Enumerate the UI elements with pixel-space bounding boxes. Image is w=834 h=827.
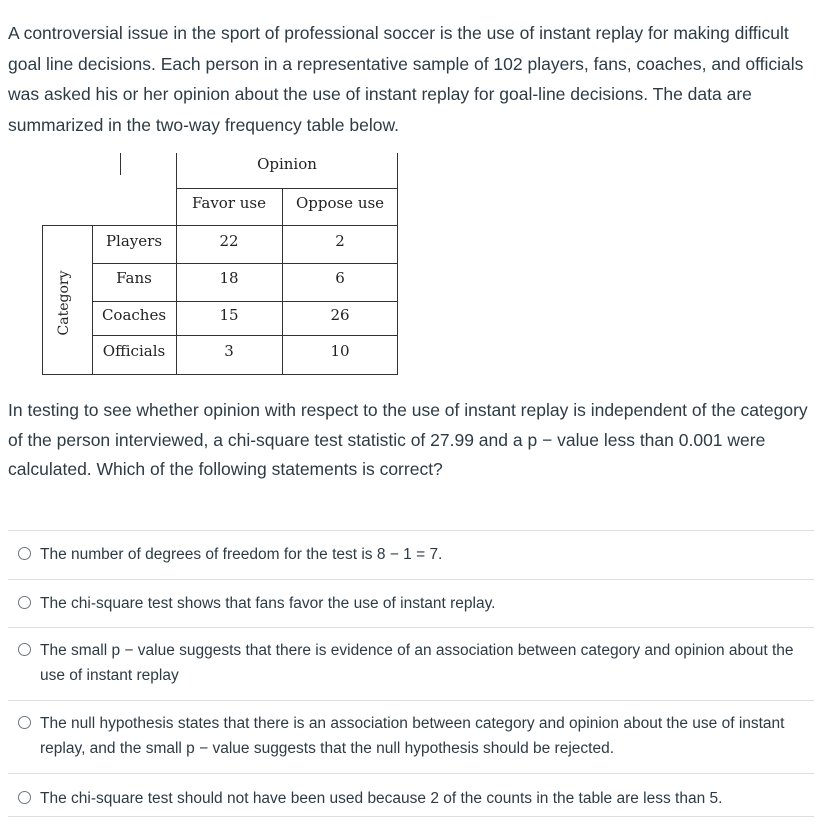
table-cell: 22 <box>219 232 239 250</box>
row-label-players: Players <box>105 232 163 250</box>
radio-button[interactable] <box>18 791 31 804</box>
answer-option[interactable] <box>8 773 814 818</box>
row-label-coaches: Coaches <box>101 306 167 324</box>
column-header-favor: Favor use <box>191 194 266 212</box>
option-text: The small p − value suggests that there is evidence of an association between category and opinion about the use of instant replay <box>40 642 794 684</box>
answer-option[interactable] <box>8 700 814 773</box>
option-text: The chi-square test should not have been used because 2 of the counts in the table are less than 5. <box>40 790 723 807</box>
problem-intro: A controversial issue in the sport of professional soccer is the use of instant replay for making difficult goal line decisions. Each person in a representative sample of 102 players, fans, coaches, and officials was asked his or her opinion about the use of instant replay for goal-line decisions. The data are summarized in the two-way frequency table below. <box>8 23 804 135</box>
table-cell: 18 <box>219 269 239 287</box>
answer-options <box>8 530 814 818</box>
table-cell: 6 <box>335 269 345 287</box>
answer-option[interactable] <box>8 530 814 579</box>
radio-button[interactable] <box>18 596 31 609</box>
table-cell: 2 <box>335 232 345 250</box>
table-cell: 10 <box>330 342 350 360</box>
category-axis-label <box>52 258 76 348</box>
option-text: The chi-square test shows that fans favor the use of instant replay. <box>40 595 496 612</box>
option-text: The number of degrees of freedom for the test is 8 − 1 = 7. <box>40 546 443 563</box>
column-header-oppose: Oppose use <box>295 194 385 212</box>
divider <box>8 816 814 817</box>
row-label-fans: Fans <box>116 269 152 287</box>
radio-button[interactable] <box>18 716 31 729</box>
question-text: In testing to see whether opinion with respect to the use of instant replay is independent of the category of the person interviewed, a chi-square test statistic of 27.99 and a p − value less than 0.001 were calculated. Which of the following statements is correct? <box>8 400 808 479</box>
row-label-officials: Officials <box>102 342 166 360</box>
table-cell: 15 <box>219 306 239 324</box>
answer-option[interactable] <box>8 627 814 700</box>
table-cell: 3 <box>224 342 234 360</box>
table-cell: 26 <box>330 306 350 324</box>
radio-button[interactable] <box>18 547 31 560</box>
opinion-header: Opinion <box>257 155 317 173</box>
answer-option[interactable] <box>8 579 814 627</box>
radio-button[interactable] <box>18 643 31 656</box>
category-label-text: Category <box>56 270 72 336</box>
option-text: The null hypothesis states that there is an association between category and opinion about the use of instant replay, and the small p − value suggests that the null hypothesis should be rejected. <box>40 715 785 757</box>
